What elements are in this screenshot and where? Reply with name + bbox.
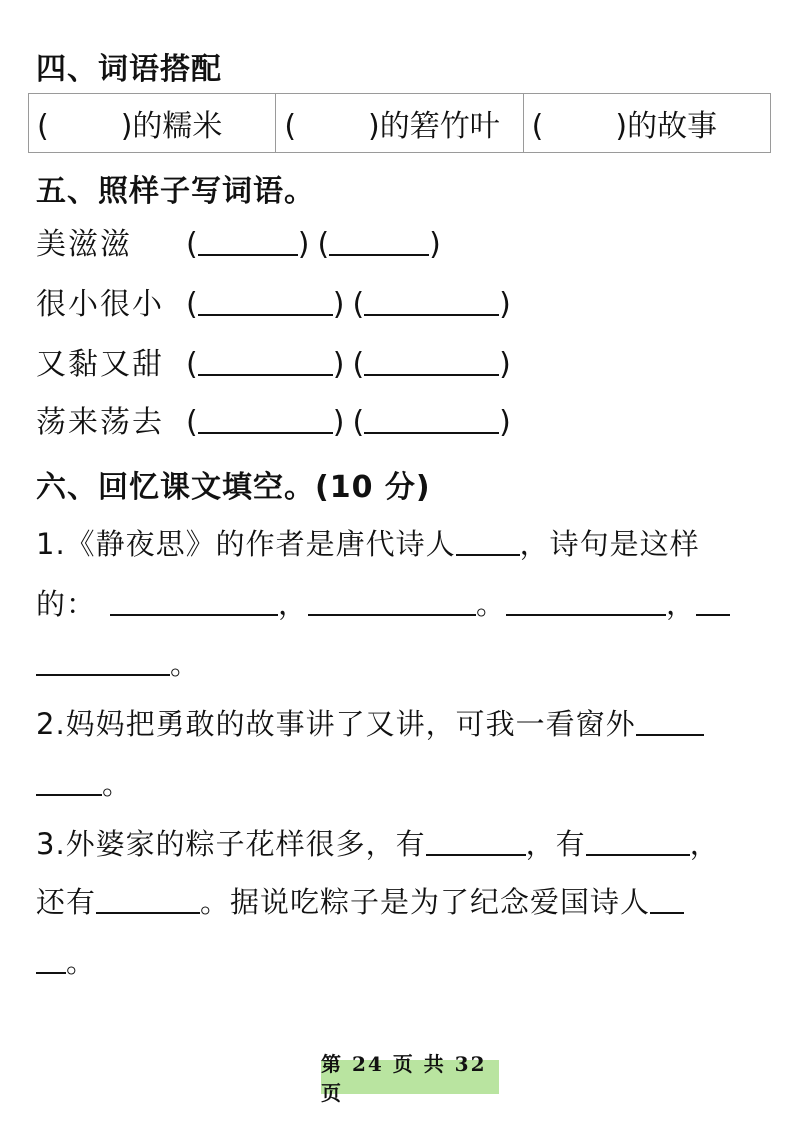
- question-text: 1.《静夜思》的作者是唐代诗人: [36, 527, 456, 561]
- cell-suffix: )的糯米: [120, 109, 223, 144]
- answer-blank[interactable]: [198, 402, 333, 434]
- punctuation: 。: [66, 945, 97, 979]
- answer-blank[interactable]: [36, 644, 170, 676]
- close-paren: ): [499, 287, 511, 322]
- punctuation: 。: [170, 647, 201, 681]
- question-text: 3.外婆家的粽子花样很多，有: [36, 827, 426, 861]
- answer-blank[interactable]: [308, 584, 476, 616]
- word-match-table: [28, 93, 771, 153]
- open-paren: (: [352, 287, 365, 322]
- open-paren: (: [317, 227, 330, 262]
- answer-blank[interactable]: [36, 942, 66, 974]
- question-text: ，诗句是这样: [519, 527, 700, 561]
- answer-blank[interactable]: [636, 704, 704, 736]
- example-row: [36, 220, 441, 270]
- question-3-line-3: [36, 940, 96, 981]
- answer-blank[interactable]: [36, 764, 102, 796]
- open-paren: (: [186, 405, 198, 440]
- close-paren: ): [429, 227, 441, 262]
- open-paren: (: [186, 287, 198, 322]
- close-paren: ): [499, 347, 511, 382]
- open-paren: (: [284, 109, 297, 144]
- answer-blank[interactable]: [696, 584, 730, 616]
- punctuation: ，: [278, 587, 309, 621]
- open-paren: (: [352, 347, 365, 382]
- section4-title: 四、词语搭配: [36, 52, 222, 87]
- punctuation: 。: [476, 587, 507, 621]
- match-cell-1[interactable]: [29, 94, 276, 153]
- open-paren: (: [186, 347, 198, 382]
- punctuation: ，: [689, 827, 720, 861]
- answer-blank[interactable]: [364, 344, 499, 376]
- cell-suffix: )的箬竹叶: [368, 109, 500, 144]
- answer-blank[interactable]: [426, 824, 526, 856]
- answer-blank[interactable]: [110, 584, 278, 616]
- question-1-line-1: [36, 522, 700, 563]
- answer-blank[interactable]: [586, 824, 690, 856]
- answer-blank[interactable]: [198, 224, 298, 256]
- question-text: ，有: [525, 827, 586, 861]
- question-1-line-2: [36, 582, 730, 623]
- open-paren: (: [37, 109, 49, 144]
- example-word: 美滋滋: [36, 227, 132, 262]
- open-paren: (: [352, 405, 365, 440]
- answer-blank[interactable]: [198, 284, 333, 316]
- open-paren: (: [186, 227, 198, 262]
- answer-blank[interactable]: [198, 344, 333, 376]
- match-cell-3[interactable]: [523, 94, 770, 153]
- punctuation: 。: [102, 767, 133, 801]
- question-text: 。据说吃粽子是为了纪念爱国诗人: [200, 885, 651, 919]
- answer-blank[interactable]: [364, 402, 499, 434]
- answer-blank[interactable]: [456, 524, 520, 556]
- answer-blank[interactable]: [329, 224, 429, 256]
- question-3-line-1: [36, 822, 720, 863]
- answer-blank[interactable]: [96, 882, 200, 914]
- question-1-line-3: [36, 642, 200, 683]
- question-text: 还有: [36, 885, 97, 919]
- practice-word: 又黏又甜: [36, 347, 164, 382]
- close-paren: ): [332, 405, 345, 440]
- question-text: 的：: [36, 587, 97, 621]
- open-paren: (: [531, 109, 544, 144]
- close-paren: ): [332, 287, 345, 322]
- question-2-line-1: [36, 702, 704, 743]
- practice-row: [36, 340, 511, 390]
- section6-title: 六、回忆课文填空。(10 分): [36, 470, 431, 505]
- question-3-line-2: [36, 880, 684, 921]
- answer-blank[interactable]: [364, 284, 499, 316]
- practice-row: [36, 280, 511, 330]
- question-2-line-2: [36, 762, 132, 803]
- close-paren: ): [499, 405, 511, 440]
- match-cell-2[interactable]: [276, 94, 523, 153]
- punctuation: ，: [666, 587, 697, 621]
- answer-blank[interactable]: [650, 882, 684, 914]
- page-number: 第 24 页 共 32 页: [321, 1060, 499, 1094]
- cell-suffix: )的故事: [615, 109, 718, 144]
- section5-title: 五、照样子写词语。: [36, 174, 315, 209]
- answer-blank[interactable]: [506, 584, 666, 616]
- close-paren: ): [297, 227, 310, 262]
- close-paren: ): [332, 347, 345, 382]
- practice-word: 荡来荡去: [36, 405, 164, 440]
- practice-word: 很小很小: [36, 287, 164, 322]
- practice-row: [36, 398, 511, 448]
- question-text: 2.妈妈把勇敢的故事讲了又讲，可我一看窗外: [36, 707, 636, 741]
